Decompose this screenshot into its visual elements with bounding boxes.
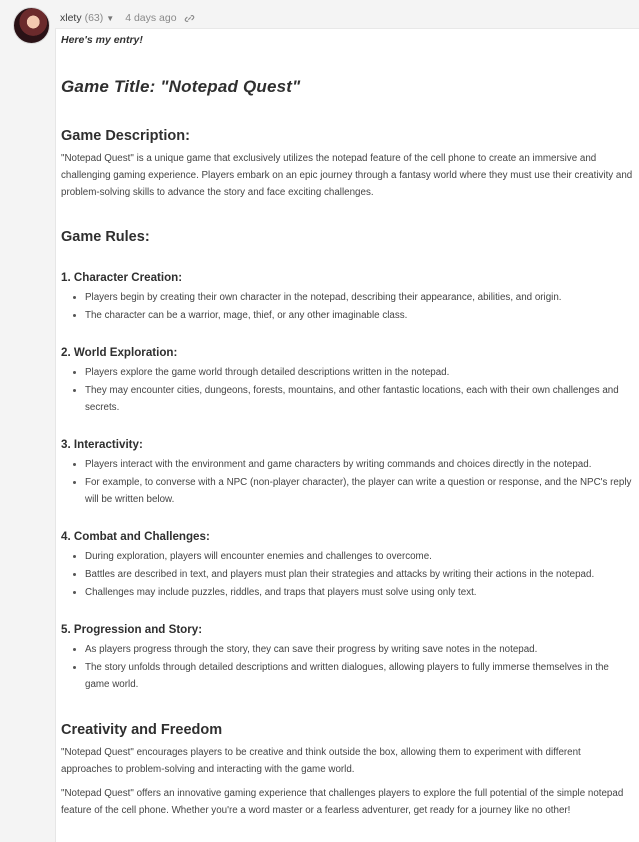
list-item: • They may encounter cities, dungeons, forests, mountains, and other fantastic locations, each with their own challenges and secrets. — [85, 382, 633, 416]
list-item: • During exploration, players will encounter enemies and challenges to overcome. — [85, 548, 633, 565]
rule-list-interactivity — [61, 456, 633, 508]
post-body — [55, 29, 639, 842]
rule-list-character-creation — [61, 289, 633, 324]
rule-list-combat — [61, 548, 633, 601]
game-title: Game Title: "Notepad Quest" — [61, 77, 301, 96]
list-item: • Players interact with the environment and game characters by writing commands and choices directly in the notepad. — [85, 456, 633, 473]
post-content — [61, 34, 633, 819]
list-item: • Battles are described in text, and players must plan their strategies and attacks by writing their actions in the notepad. — [85, 566, 633, 583]
rule-heading-character-creation: 1. Character Creation: — [61, 271, 183, 284]
list-item: • Players explore the game world through detailed descriptions written in the notepad. — [85, 364, 633, 381]
description-heading: Game Description: — [61, 128, 190, 144]
rules-heading: Game Rules: — [61, 229, 150, 245]
avatar[interactable] — [13, 7, 50, 44]
post-timestamp[interactable]: 4 days ago — [125, 12, 177, 24]
list-item: • Challenges may include puzzles, riddles, and traps that players must solve using only text. — [85, 584, 633, 601]
post-meta — [60, 10, 195, 26]
closing-text: "Notepad Quest" offers an innovative gaming experience that challenges players to explore the full potential of the simple notepad feature of the cell phone. Whether you're a word master or a fearless adventurer, get ready for a journey like no other! — [61, 788, 624, 816]
rule-heading-interactivity: 3. Interactivity: — [61, 438, 143, 451]
link-icon[interactable] — [180, 13, 195, 24]
list-item: • The story unfolds through detailed descriptions and written dialogues, allowing players to fully immerse themselves in the game world. — [85, 659, 633, 693]
rule-list-world-exploration — [61, 364, 633, 416]
list-item: • As players progress through the story, they can save their progress by writing save notes in the notepad. — [85, 641, 633, 658]
list-item: • Players begin by creating their own character in the notepad, describing their appearance, abilities, and origin. — [85, 289, 633, 306]
chevron-down-icon[interactable]: ▼ — [106, 13, 115, 23]
description-text: "Notepad Quest" is a unique game that exclusively utilizes the notepad feature of the cell phone to create an immersive and challenging gaming experience. Players embark on an epic journey through a fantasy world where they must use their creativity and problem-solving skills to advance the story and face exciting challenges. — [61, 153, 633, 198]
creativity-heading: Creativity and Freedom — [61, 722, 223, 738]
rule-list-progression — [61, 641, 633, 693]
post-gutter — [0, 0, 55, 842]
creativity-text: "Notepad Quest" encourages players to be creative and think outside the box, allowing them to experiment with different approaches to problem-solving and interacting with the game world. — [61, 747, 581, 775]
list-item: • The character can be a warrior, mage, thief, or any other imaginable class. — [85, 307, 633, 324]
rule-heading-world-exploration: 2. World Exploration: — [61, 346, 178, 359]
username-link[interactable]: xlety — [60, 12, 82, 24]
list-item: • For example, to converse with a NPC (non-player character), the player can write a question or response, and the NPC's reply will be written below. — [85, 474, 633, 508]
user-score: (63) — [84, 12, 104, 24]
rule-heading-combat: 4. Combat and Challenges: — [61, 530, 210, 543]
rule-heading-progression: 5. Progression and Story: — [61, 623, 203, 636]
intro-text: Here's my entry! — [61, 34, 143, 46]
